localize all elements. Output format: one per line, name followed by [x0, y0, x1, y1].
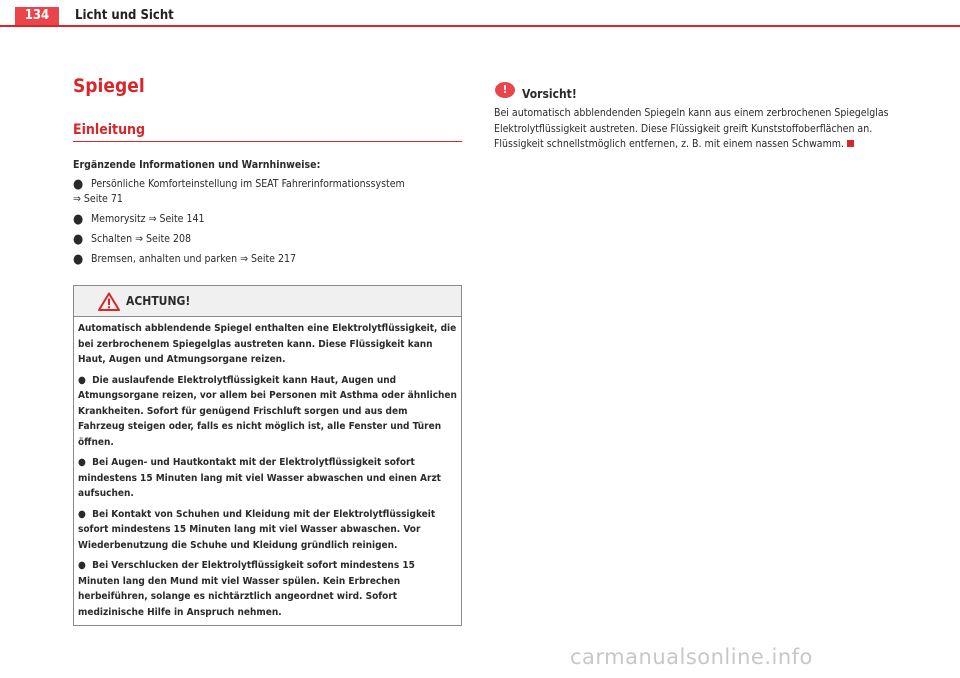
- section-title: Licht und Sicht: [75, 8, 174, 23]
- end-of-section-icon: [847, 140, 854, 147]
- bullet-icon: ●: [78, 457, 86, 468]
- list-item: [73, 212, 463, 227]
- right-column: [494, 83, 889, 153]
- arrow-icon: ⇒: [240, 253, 249, 265]
- warning-bullet: [78, 373, 457, 451]
- list-item: [73, 177, 463, 207]
- page-link[interactable]: Seite 71: [83, 193, 123, 205]
- bullet-icon: ●: [73, 252, 84, 267]
- caution-title: Vorsicht!: [522, 87, 577, 101]
- warning-bullet: [78, 507, 457, 554]
- page-link[interactable]: Seite 141: [159, 213, 205, 225]
- bullet-icon: ●: [78, 508, 86, 520]
- ref-text: Persönliche Komforteinstellung im SEAT Fahrerinformationssystem: [91, 178, 405, 190]
- warning-bullet-text: Bei Verschlucken der Elektrolytflüssigkeit sofort mindestens 15 Minuten lang den Mund mit viel Wasser spülen. Kein Erbrechen herbeiführen, solange es nichtärztlich angeordnet wird. Sofort medizinische Hilfe in Anspruch nehmen.: [78, 560, 415, 618]
- bullet-icon: ●: [73, 232, 84, 247]
- page-number: 134: [15, 7, 59, 25]
- page-link[interactable]: Seite 217: [251, 253, 296, 265]
- watermark: carmanualsonline.info: [570, 645, 813, 669]
- ref-text: Schalten: [91, 233, 133, 245]
- warning-bullet: [78, 558, 457, 620]
- page-title: Spiegel: [73, 75, 145, 97]
- arrow-icon: ⇒: [135, 233, 144, 245]
- caution-body: Bei automatisch abblendenden Spiegeln kann aus einem zerbrochenen Spiegelglas Elektrolytflüssigkeit austreten. Diese Flüssigkeit greift Kunststoffoberflächen an. Flüssigkeit schnellstmöglich entfernen, z. B. mit einem nassen Schwamm.: [494, 107, 889, 150]
- warning-bullet-text: Bei Augen- und Hautkontakt mit der Elektrolytflüssigkeit sofort mindestens 15 Minuten lang mit viel Wasser abwaschen und einen Arzt aufsuchen.: [78, 457, 441, 499]
- warning-triangle-icon: [98, 292, 120, 311]
- arrow-icon: ⇒: [148, 213, 157, 225]
- list-item: [73, 232, 463, 247]
- warning-title: ACHTUNG!: [126, 294, 191, 308]
- section-heading: Einleitung: [73, 121, 462, 142]
- intro-text: Ergänzende Informationen und Warnhinweise:: [73, 159, 321, 171]
- ref-text: Bremsen, anhalten und parken: [91, 253, 238, 265]
- warning-body: [74, 317, 461, 625]
- caution-header: [494, 83, 889, 104]
- page-link[interactable]: Seite 208: [146, 233, 192, 245]
- reference-list: [73, 177, 463, 267]
- warning-bullet-text: Die auslaufende Elektrolytflüssigkeit kann Haut, Augen und Atmungsorgane reizen, vor allem bei Personen mit Asthma oder ähnlichen Krankheiten. Sofort für genügend Frischluft sorgen und aus dem Fahrzeug steigen oder, falls es nicht möglich ist, alle Fenster und Türen öffnen.: [78, 374, 457, 448]
- caution-icon: !: [495, 82, 515, 98]
- warning-header: [74, 286, 461, 317]
- bullet-icon: ●: [73, 177, 84, 192]
- warning-bullet-text: Bei Kontakt von Schuhen und Kleidung mit der Elektrolytflüssigkeit sofort mindestens 15 Minuten lang mit viel Wasser abwaschen. Vor Wiederbenutzung die Schuhe und Kleidung gründlich reinigen.: [78, 508, 436, 551]
- caution-text: [494, 106, 889, 153]
- page-header: [0, 0, 960, 27]
- list-item: [73, 252, 463, 267]
- arrow-icon: ⇒: [73, 193, 81, 205]
- warning-box: [73, 285, 462, 626]
- warning-bullet: [78, 455, 457, 502]
- bullet-icon: ●: [78, 560, 86, 571]
- left-column: [73, 74, 463, 626]
- bullet-icon: ●: [73, 212, 84, 227]
- ref-text: Memorysitz: [91, 213, 146, 225]
- bullet-icon: ●: [78, 374, 86, 386]
- warning-intro: Automatisch abblendende Spiegel enthalten eine Elektrolytflüssigkeit, die bei zerbrochenem Spiegelglas austreten kann. Diese Flüssigkeit kann Haut, Augen und Atmungsorgane reizen.: [78, 323, 457, 365]
